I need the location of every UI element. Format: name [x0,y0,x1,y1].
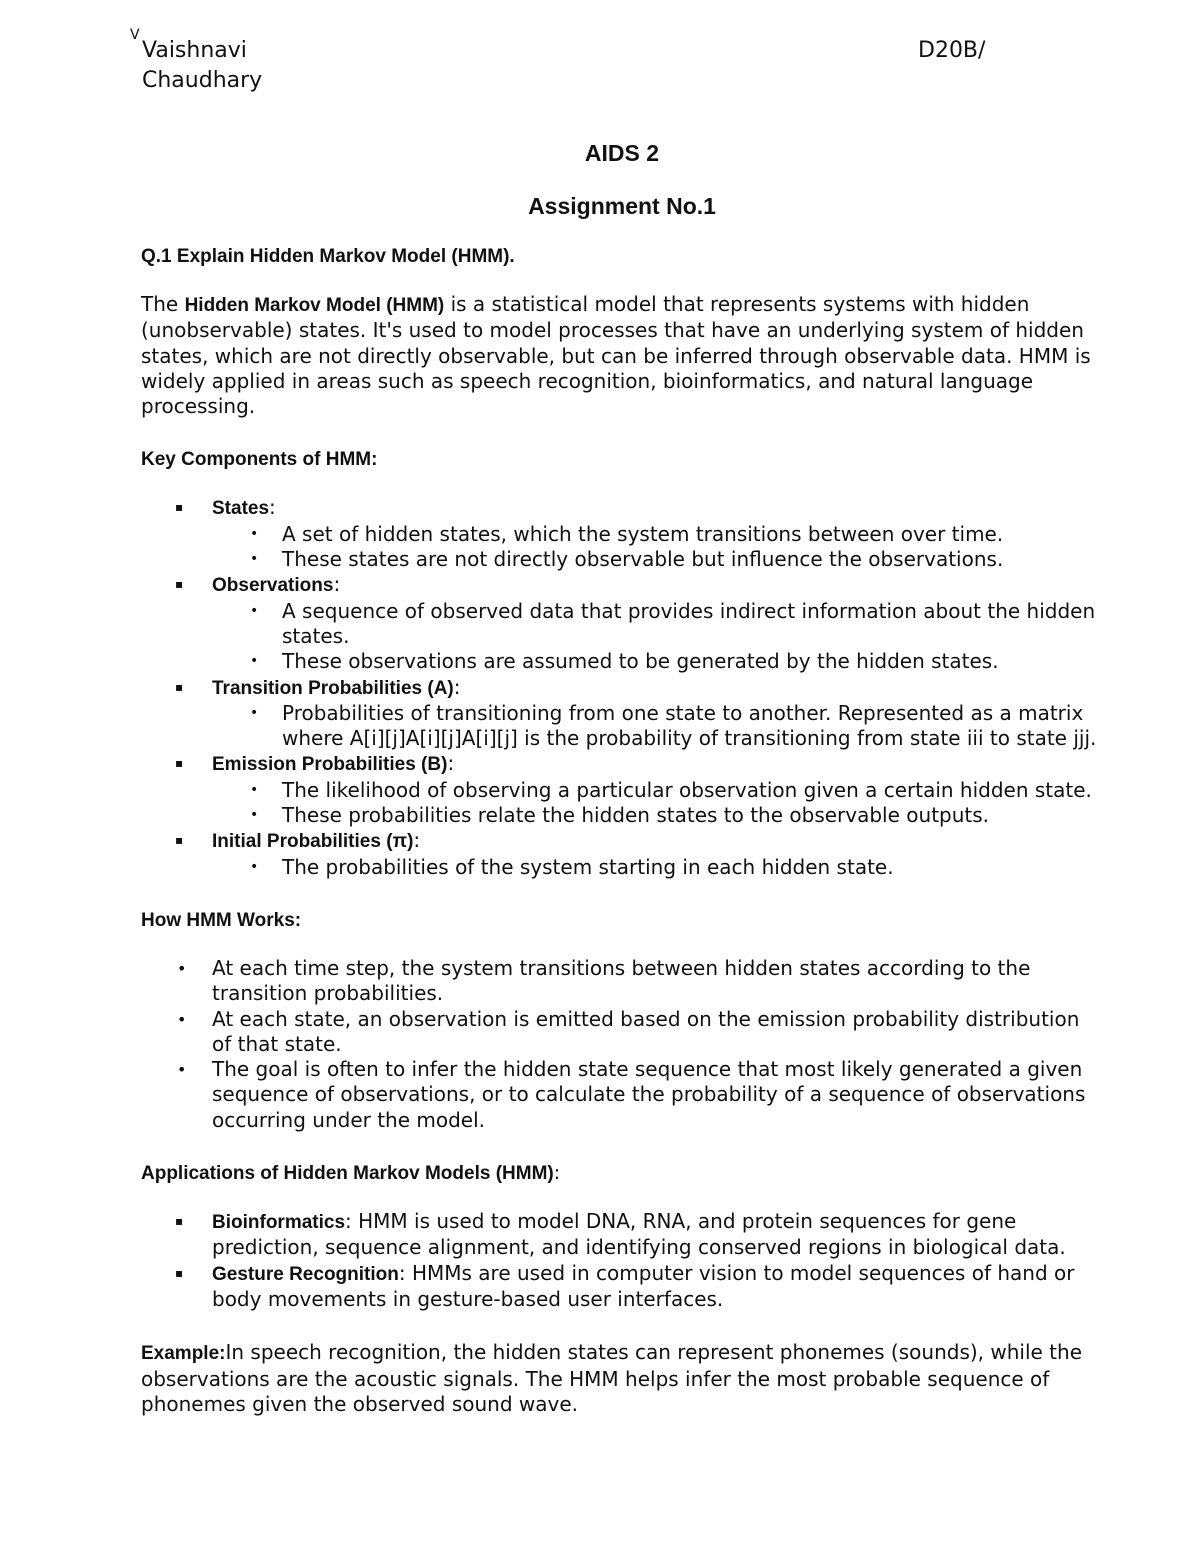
list-item: • A set of hidden states, which the system transitions between over time. [212,522,1101,547]
list-item: • A sequence of observed data that provides indirect information about the hidden states. [212,599,1101,650]
document-body [141,138,1101,1445]
list-item [141,828,1101,880]
how-hmm-works-list [141,956,1101,1133]
list-item [141,1261,1101,1313]
term-colon: : [269,495,276,520]
component-term: Initial Probabilities (π) [212,831,414,853]
example-text: In speech recognition, the hidden states can represent phonemes (sounds), while the observations are the acoustic signals. The HMM helps infer the most probable sequence of phonemes given the observed sound wave. [141,1340,1083,1416]
list-item: • These probabilities relate the hidden states to the observable outputs. [212,803,1101,828]
class-code: D20B/ [918,38,986,63]
intro-bold-term: Hidden Markov Model (HMM) [184,295,445,316]
applications-heading-text: Applications of Hidden Markov Models (HMM) [141,1163,554,1185]
component-term: States [212,498,270,520]
term-colon: : [413,828,421,853]
list-item: • At each time step, the system transitions between hidden states according to the transition probabilities. [141,956,1101,1007]
list-item [141,675,1101,752]
sub-list [212,855,1101,880]
intro-text-after: is a statistical model that represents systems with hidden (unobservable) states. It's used to model processes that have an underlying system of hidden states, which are not directly observable, but can be inferred through observable data. HMM is widely applied in areas such as speech recognition, bioinformatics, and natural language processing. [141,292,1091,419]
list-item: • The probabilities of the system starting in each hidden state. [212,855,1101,880]
applications-list [141,1209,1101,1312]
list-item: • Probabilities of transitioning from one state to another. Represented as a matrix where A[i][j]A[i][j]A[i][j] is the probability of transitioning from state iii to state jjj. [212,701,1101,752]
list-item [141,1209,1101,1261]
application-term: Bioinformatics [212,1212,346,1234]
intro-text-before: The [141,292,185,316]
application-text: : HMMs are used in computer vision to model sequences of hand or body movements in gesture-based user interfaces. [212,1260,1075,1311]
how-hmm-works-heading: How HMM Works: [141,909,302,931]
component-term: Observations [212,575,334,597]
list-item [141,495,1101,572]
course-title: AIDS 2 [584,140,660,166]
assignment-title: Assignment No.1 [528,193,716,219]
term-colon: : [447,751,455,776]
list-item: • These states are not directly observable but influence the observations. [212,547,1101,572]
sub-list [212,701,1101,752]
list-item: • The likelihood of observing a particular observation given a certain hidden state. [212,778,1101,803]
header-mark: V [130,27,140,43]
list-item: • At each state, an observation is emitted based on the emission probability distribution of that state. [141,1007,1101,1058]
list-item: • The goal is often to infer the hidden state sequence that most likely generated a given sequence of observations, or to calculate the probability of a sequence of observations occurring under the model. [141,1057,1101,1133]
list-item: • These observations are assumed to be generated by the hidden states. [212,649,1101,674]
component-term: Emission Probabilities (B) [212,754,448,776]
term-colon: : [333,572,341,597]
applications-heading [141,1161,1101,1186]
sub-list [212,778,1101,829]
key-components-heading: Key Components of HMM: [141,449,378,471]
application-term: Gesture Recognition [212,1263,399,1285]
question-heading: Q.1 Explain Hidden Markov Model (HMM). [141,246,515,267]
component-term: Transition Probabilities (A) [212,677,454,699]
student-name: Vaishnavi Chaudhary [142,38,263,93]
key-components-list [141,495,1101,879]
sub-list [212,599,1101,675]
example-label: Example: [141,1343,226,1365]
term-colon: : [453,674,461,699]
application-text: : HMM is used to model DNA, RNA, and protein sequences for gene prediction, sequence alignment, and identifying conserved regions in biological data. [212,1209,1066,1260]
sub-list [212,522,1101,573]
list-item [141,751,1101,828]
heading-colon: : [553,1162,561,1185]
intro-paragraph [141,292,1101,419]
list-item [141,572,1101,674]
example-paragraph [141,1340,1101,1417]
